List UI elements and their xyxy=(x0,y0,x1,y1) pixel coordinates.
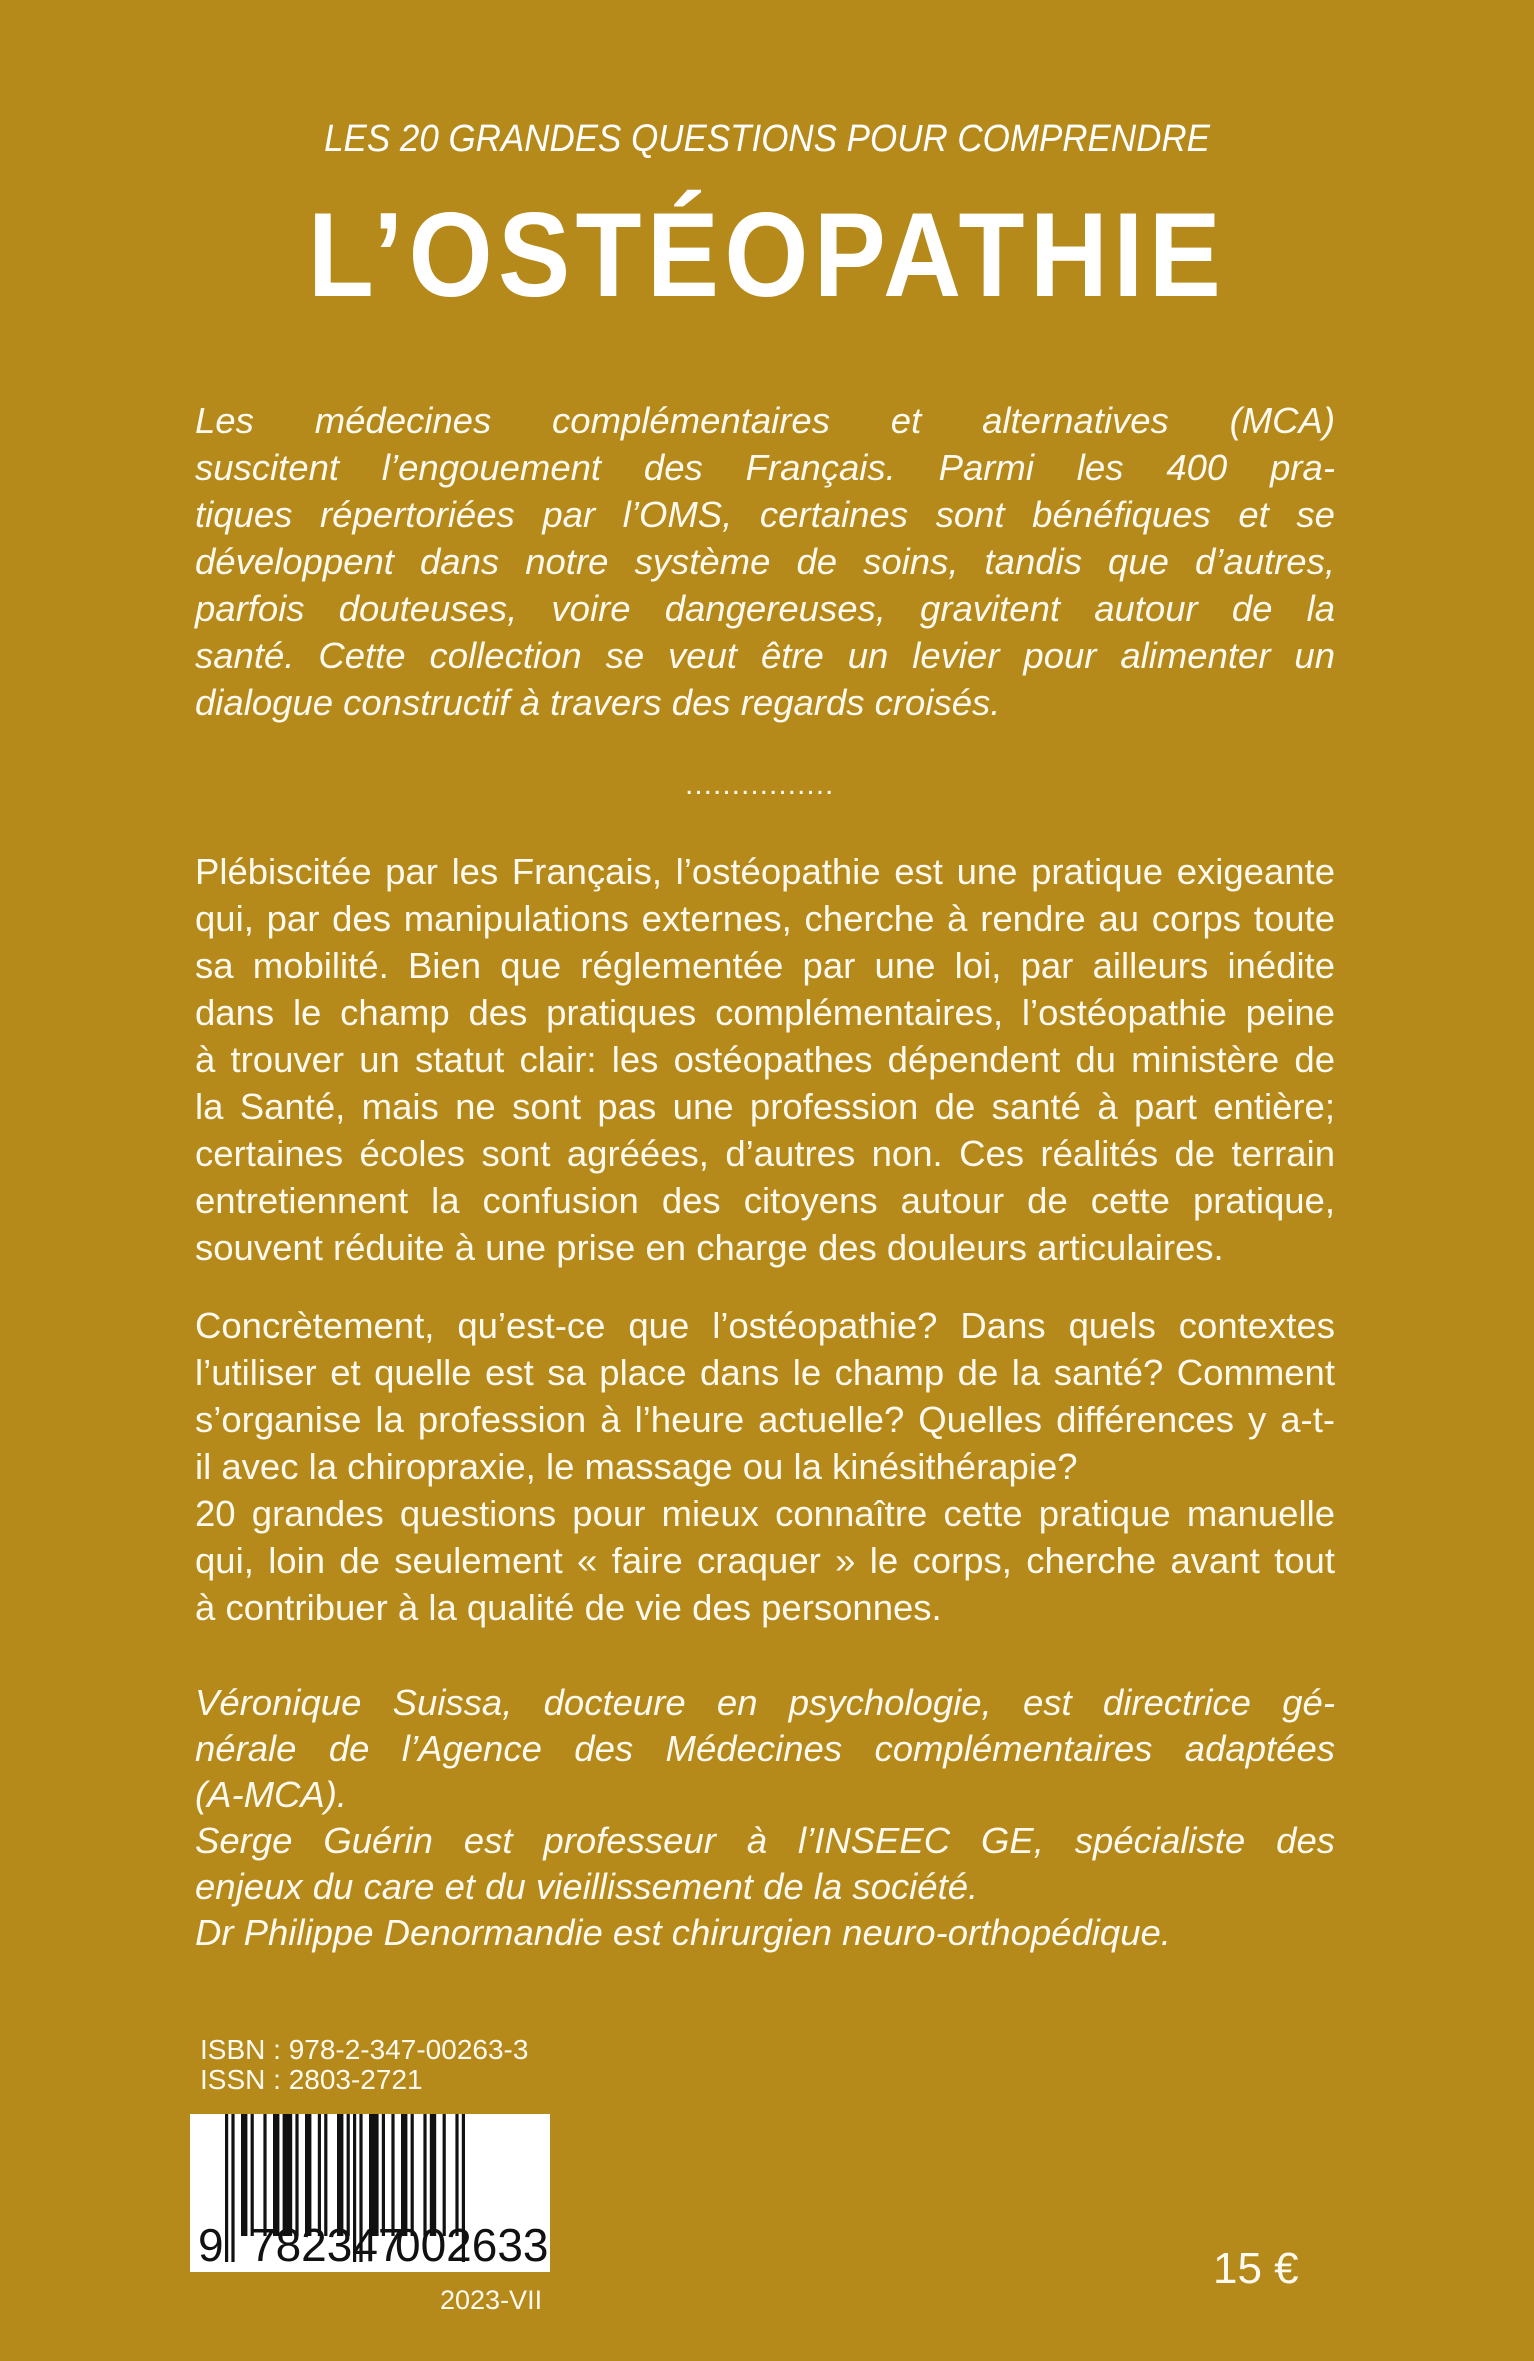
separator: ................ xyxy=(685,768,835,801)
barcode-bar xyxy=(401,2114,407,2236)
blurb-line: santé. Cette collection se veut être un levier pour alimenter un xyxy=(195,635,1335,676)
barcode-bar xyxy=(263,2114,266,2236)
barcode-bar xyxy=(283,2114,293,2236)
authors-line: enjeux du care et du vieillissement de la société. xyxy=(195,1866,979,1907)
price: 15 € xyxy=(1213,2244,1299,2293)
authors-bio xyxy=(195,1680,1335,1956)
questions xyxy=(195,1302,1335,1631)
barcode-bar xyxy=(382,2114,385,2236)
description-line: la Santé, mais ne sont pas une profession de santé à part entière; xyxy=(195,1086,1335,1127)
barcode-bar xyxy=(324,2114,327,2236)
barcode-bar xyxy=(430,2114,436,2236)
description-line: dans le champ des pratiques complémentaires, l’ostéopathie peine xyxy=(195,992,1335,1033)
barcode-bar xyxy=(443,2114,446,2236)
authors-line: Serge Guérin est professeur à l’INSEEC GE, spécialiste des xyxy=(195,1820,1335,1861)
blurb-line: suscitent l’engouement des Français. Parmi les 400 pra- xyxy=(195,447,1335,488)
issn: ISSN : 2803-2721 xyxy=(200,2064,423,2095)
description xyxy=(195,848,1335,1271)
barcode-bar xyxy=(305,2114,311,2236)
barcode-bar xyxy=(337,2114,343,2236)
blurb-line: tiques répertoriées par l’OMS, certaines sont bénéfiques et se xyxy=(195,494,1335,535)
description-line: à trouver un statut clair: les ostéopathes dépendent du ministère de xyxy=(195,1039,1335,1080)
description-line: certaines écoles sont agréées, d’autres non. Ces réalités de terrain xyxy=(195,1133,1335,1174)
description-line: qui, par des manipulations externes, cherche à rendre au corps toute xyxy=(195,898,1335,939)
barcode-bar xyxy=(423,2114,426,2236)
description-line: Plébiscitée par les Français, l’ostéopathie est une pratique exigeante xyxy=(195,851,1335,892)
description-line: entretiennent la confusion des citoyens autour de cette pratique, xyxy=(195,1180,1335,1221)
description-line: sa mobilité. Bien que réglementée par une loi, par ailleurs inédite xyxy=(195,945,1335,986)
barcode-bar xyxy=(251,2114,254,2236)
authors-line: nérale de l’Agence des Médecines complémentaires adaptées xyxy=(195,1728,1335,1769)
barcode-bar xyxy=(391,2114,394,2236)
identifiers xyxy=(200,2035,528,2095)
blurb-line: Les médecines complémentaires et alternatives (MCA) xyxy=(195,400,1335,441)
barcode-bar xyxy=(273,2114,279,2236)
barcode xyxy=(190,2114,550,2272)
authors-line: (A-MCA). xyxy=(195,1774,348,1815)
barcode-bar xyxy=(347,2114,350,2236)
edition: 2023-VII xyxy=(440,2285,543,2315)
book-title: L’OSTÉOPATHIE xyxy=(307,188,1227,322)
collection-blurb xyxy=(195,397,1335,726)
barcode-bar xyxy=(231,2114,234,2262)
barcode-left-group: 782347 xyxy=(250,2219,404,2271)
questions-line: s’organise la profession à l’heure actuelle? Quelles différences y a-t- xyxy=(195,1399,1335,1440)
questions-line: à contribuer à la qualité de vie des personnes. xyxy=(195,1587,942,1628)
questions-line: Concrètement, qu’est-ce que l’ostéopathie? Dans quels contextes xyxy=(195,1305,1335,1346)
blurb-line: dialogue constructif à travers des regards croisés. xyxy=(195,682,1001,723)
barcode-bar xyxy=(241,2114,247,2236)
blurb-line: développent dans notre système de soins, tandis que d’autres, xyxy=(195,541,1335,582)
barcode-right-group: 002633 xyxy=(395,2219,549,2271)
questions-line: il avec la chiropraxie, le massage ou la kinésithérapie? xyxy=(195,1446,1078,1487)
questions-line: qui, loin de seulement « faire craquer » le corps, cherche avant tout xyxy=(195,1540,1335,1581)
blurb-line: parfois douteuses, voire dangereuses, gravitent autour de la xyxy=(195,588,1335,629)
questions-line: 20 grandes questions pour mieux connaître cette pratique manuelle xyxy=(195,1493,1335,1534)
barcode-bar xyxy=(225,2114,228,2262)
barcode-bar xyxy=(369,2114,379,2236)
questions-line: l’utiliser et quelle est sa place dans le champ de la santé? Comment xyxy=(195,1352,1335,1393)
series-title: LES 20 GRANDES QUESTIONS POUR COMPRENDRE xyxy=(324,118,1210,160)
barcode-bar xyxy=(411,2114,414,2236)
authors-line: Véronique Suissa, docteure en psychologie, est directrice gé- xyxy=(195,1682,1335,1723)
barcode-bar xyxy=(455,2114,458,2236)
authors-line: Dr Philippe Denormandie est chirurgien neuro-orthopédique. xyxy=(195,1912,1171,1953)
barcode-bar xyxy=(295,2114,298,2236)
barcode-first-digit: 9 xyxy=(198,2219,224,2271)
description-line: souvent réduite à une prise en charge des douleurs articulaires. xyxy=(195,1227,1224,1268)
barcode-bar xyxy=(318,2114,321,2236)
isbn: ISBN : 978-2-347-00263-3 xyxy=(200,2034,529,2065)
